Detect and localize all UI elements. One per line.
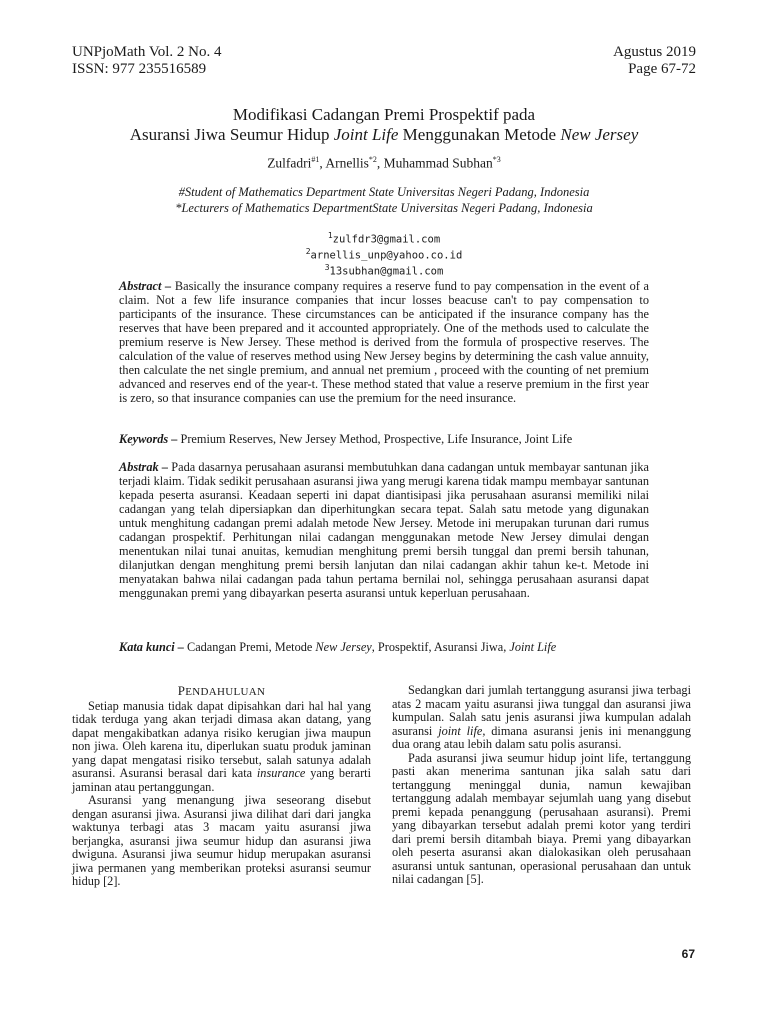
title-text: Menggunakan Metode (398, 125, 561, 144)
author-name: , Muhammad Subhan (376, 155, 493, 171)
paragraph: Asuransi yang menangung jiwa seseorang disebut dengan asuransi jiwa. Asuransi jiwa dilihat dari dari jangka waktunya terbagi atas 3 macam yaitu asuransi jiwa berjangka, asuransi jiwa seumur hidup dan asuransi jiwa dwiguna. Asuransi jiwa seumur hidup merupakan asuransi jiwa permanen yang memberikan proteksi asuransi seumur hidup [2]. (72, 793, 371, 888)
page-range: Page 67-72 (628, 61, 696, 77)
section-heading-cap: P (177, 683, 186, 698)
body-column-left (72, 684, 371, 889)
email-mark: 2 (305, 247, 311, 256)
author-name: Zulfadri (267, 155, 312, 171)
author-mark: *3 (492, 155, 501, 164)
journal-name: UNPjoMath Vol. 2 No. 4 (72, 44, 222, 60)
body-column-right (392, 684, 691, 887)
email-list (0, 230, 768, 278)
email-address: 13subhan@gmail.com (329, 265, 444, 278)
paragraph (392, 684, 691, 752)
email-line (0, 230, 768, 246)
email-mark: 1 (327, 231, 333, 240)
keywords-indonesian (119, 640, 649, 654)
title-line-1: Modifikasi Cadangan Premi Prospektif pada (232, 105, 536, 124)
paragraph-text: dimana asuransi jenis ini menanggung dua orang atau lebih dalam satu polis asuransi. (392, 723, 692, 751)
title-italic: Joint Life (333, 125, 399, 144)
email-line (0, 246, 768, 262)
paragraph-text: Sedangkan dari jumlah tertanggung asuransi jiwa terbagi atas 2 macam yaitu asuransi jiwa tunggal dan asuransi jiwa kumpulan. Salah satu jenis asuransi jiwa kumpulan adalah asuransi (392, 683, 691, 738)
affiliation-lecturers: *Lecturers of Mathematics DepartmentState Universitas Negeri Padang, Indonesia (175, 201, 593, 215)
affiliations (0, 184, 768, 216)
kata-kunci-italic: Joint Life (509, 640, 557, 654)
title-text: Asuransi Jiwa Seumur Hidup (129, 125, 334, 144)
abstract-label: Abstract – (119, 279, 175, 293)
title-line-2 (0, 125, 768, 145)
paragraph-italic: joint life, (438, 723, 486, 738)
keywords-english (119, 432, 649, 446)
paper-title (0, 105, 768, 145)
abstrak-text: Pada dasarnya perusahaan asuransi membutuhkan dana cadangan untuk membayar santunan jika terjadi klaim. Tidak sedikit perusahaan asuransi jiwa yang merugi karena tidak mampu membayar santunan kepada peserta asuransi. Keadaan seperti ini dapat diantisipasi jika perusahaan asuransi memiliki nilai cadangan yang telah dipersiapkan dan diperhitungkan secara tepat. Salah satu metode yang digunakan untuk menghitung cadangan premi adalah metode New Jersey. Metode ini merupakan turunan dari rumus cadangan prospektif. Perhitungan nilai cadangan menggunakan metode New Jersey dimulai dengan menentukan nilai tunai anuitas, kemudian menghitung premi bersih tunggal dan premi bersih tahunan, dilanjutkan dengan menghitung premi bersih lanjutan dan nilai cadangan akhir tahun ke-t. Metode ini menyatakan bahwa nilai cadangan pada tahun pertama bernilai nol, sehingga perusahaan asuransi dapat menggunakan premi yang dibayarkan peserta asuransi untuk keperluan perusahaan. (119, 460, 649, 600)
keywords-label: Keywords – (119, 432, 181, 446)
title-italic: New Jersey (560, 125, 639, 144)
section-heading (72, 684, 371, 700)
kata-kunci-italic: New Jersey (315, 640, 372, 654)
paragraph-text: Setiap manusia tidak dapat dipisahkan dari hal hal yang tidak terduga yang akan terjadi dimasa akan datang, yang dapat mengakibatkan adanya risiko kerugian jiwa maupun non jiwa. Oleh karena itu, diperlukan suatu produk jaminan yang dapat mengatasi risiko tersebut, salah satunya adalah asuransi. Asuransi berasal dari kata (72, 698, 371, 780)
email-address: zulfdr3@gmail.com (332, 233, 441, 246)
abstract-text: Basically the insurance company requires a reserve fund to pay compensation in the event of a claim. Not a few life insurance companies that incur losses beacuse can't to pay compensation to participants of the insurance. These circumstances can be anticipated if the insurance company has the reserves that have been prepared and it accounted appropriately. One of the methods used to calculate the premium reserve is New Jersey. These method is derived from the formula of prospective reserves. The calculation of the value of reserves method using New Jersey begins by determining the cash value annuity, then calculate the net single premium, and annual net premium , proceed with the counting of net premium advanced and reserves end of the year-t. These method stated that value a reserve premium in the first year is zero, so that insurance companies can use the premium for the need insurance. (119, 279, 649, 405)
email-line (0, 262, 768, 278)
abstract-english (119, 279, 649, 405)
section-heading-rest: ENDAHULUAN (185, 686, 266, 698)
journal-header-right (613, 44, 696, 78)
author-list (0, 155, 768, 172)
journal-header-left (72, 44, 221, 78)
paragraph: Pada asuransi jiwa seumur hidup joint life, tertanggung pasti akan menerima santunan jika salah satu dari tertanggung meninggal dunia, namun kewajiban tertanggung adalah membayar sejumlah uang yang disebut premi kepada penanggung (perusahaan asuransi). Premi yang dibayarkan tersebut adalah premi kotor yang terdiri dari premi bersih ditambah biaya. Premi yang dibayarkan oleh peserta asuransi akan dialokasikan oleh perusahaan asuransi untuk santunan, operasional perusahaan dan untuk nilai cadangan [5]. (392, 750, 691, 886)
paragraph (72, 700, 371, 795)
page-number: 67 (681, 947, 695, 961)
kata-kunci-label: Kata kunci – (119, 640, 187, 654)
author-name: , Arnellis (319, 155, 369, 171)
author-mark: #1 (311, 155, 320, 164)
email-address: arnellis_unp@yahoo.co.id (310, 249, 463, 262)
kata-kunci-text: Cadangan Premi, Metode (187, 640, 316, 654)
affiliation-students: #Student of Mathematics Department State Universitas Negeri Padang, Indonesia (178, 185, 590, 199)
kata-kunci-text: , Prospektif, Asuransi Jiwa, (371, 640, 510, 654)
issue-date: Agustus 2019 (613, 44, 696, 60)
author-mark: *2 (368, 155, 377, 164)
email-mark: 3 (324, 263, 330, 272)
paragraph-italic: insurance (256, 766, 306, 780)
abstrak-label: Abstrak – (119, 460, 172, 474)
keywords-text: Premium Reserves, New Jersey Method, Prospective, Life Insurance, Joint Life (180, 432, 573, 446)
issn: ISSN: 977 235516589 (72, 61, 207, 77)
abstract-indonesian (119, 460, 649, 600)
paragraph-text: yang berarti jaminan atau pertanggungan. (72, 766, 372, 794)
